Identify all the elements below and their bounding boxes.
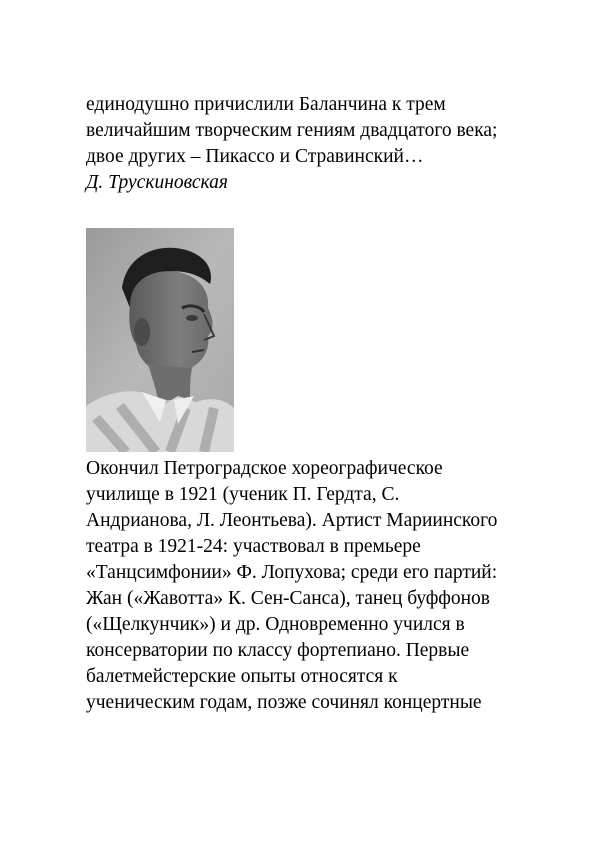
bio-line-6: Жан («Жавотта» К. Сен-Санса), танец буффонов	[86, 588, 490, 609]
bio-line-1: Окончил Петроградское хореографическое	[86, 458, 443, 479]
bio-line-7: («Щелкунчик») и др. Одновременно учился в	[86, 614, 465, 635]
bio-line-3: Андрианова, Л. Леонтьева). Артист Мариинского	[86, 510, 498, 531]
quote-line-3: двое других – Пикассо и Стравинский…	[86, 146, 424, 167]
quote-line-1: единодушно причислили Баланчина к трем	[86, 94, 446, 115]
bio-line-4: театра в 1921-24: участвовал в премьере	[86, 536, 421, 557]
bio-line-2: училище в 1921 (ученик П. Гердта, С.	[86, 484, 400, 505]
bio-line-10: ученическим годам, позже сочинял концертные	[86, 692, 482, 713]
quote-author: Д. Трускиновская	[86, 172, 228, 193]
quote-line-2: величайшим творческим гениям двадцатого века;	[86, 120, 498, 141]
bio-line-5: «Танцсимфонии» Ф. Лопухова; среди его партий:	[86, 562, 498, 583]
bio-line-9: балетмейстерские опыты относятся к	[86, 666, 398, 687]
bio-line-8: консерватории по классу фортепиано. Первые	[86, 640, 470, 661]
portrait-photo	[86, 228, 234, 452]
